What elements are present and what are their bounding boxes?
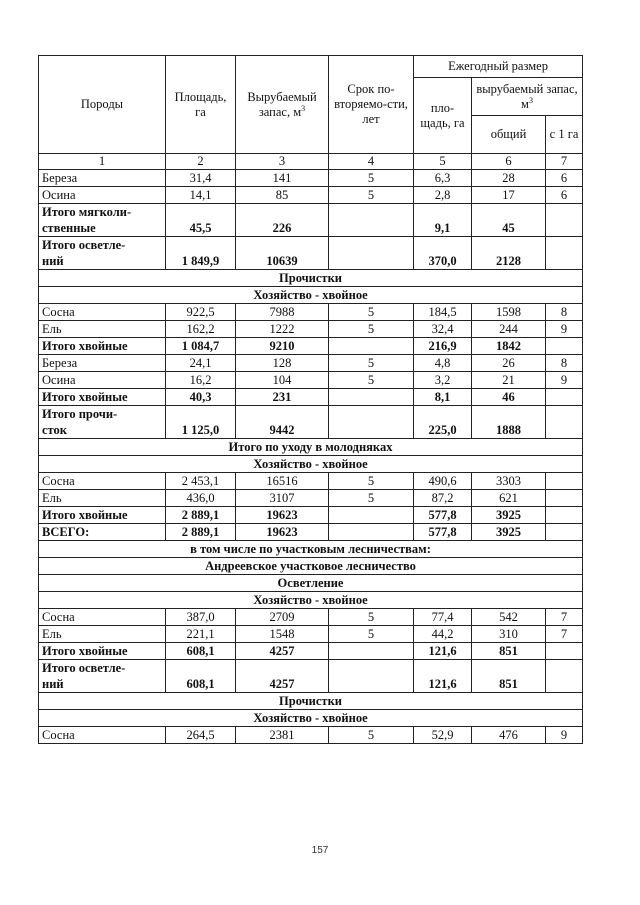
table-cell <box>546 338 583 355</box>
total-label <box>39 406 166 439</box>
header-felled-stock: вырубаемый запас, $м^3$ <box>472 78 583 116</box>
species-cell: Сосна <box>39 727 166 744</box>
table-cell: 5 <box>329 727 414 744</box>
table-cell: 5 <box>329 187 414 204</box>
table-cell: 16,2 <box>166 372 236 389</box>
table-cell <box>329 524 414 541</box>
species-cell: Осина <box>39 372 166 389</box>
table-cell: 3107 <box>236 490 329 507</box>
table-cell: 9210 <box>236 338 329 355</box>
table-cell: 52,9 <box>414 727 472 744</box>
table-cell: 226 <box>236 204 329 237</box>
table-cell: 1842 <box>472 338 546 355</box>
header-annual: Ежегодный размер <box>414 56 583 78</box>
document-page <box>38 55 582 744</box>
table-cell: 5 <box>329 304 414 321</box>
total-label-line: Итого мягколи- <box>42 205 132 219</box>
table-cell: 542 <box>472 609 546 626</box>
table-cell <box>546 524 583 541</box>
table-cell: 4257 <box>236 660 329 693</box>
table-cell: 9 <box>546 372 583 389</box>
table-cell: 19623 <box>236 507 329 524</box>
table-cell: 1548 <box>236 626 329 643</box>
table-cell <box>546 643 583 660</box>
column-number: 6 <box>472 154 546 170</box>
table-cell: 77,4 <box>414 609 472 626</box>
column-number: 5 <box>414 154 472 170</box>
header-annual-area: пло-щадь, га <box>414 78 472 154</box>
table-cell <box>329 406 414 439</box>
total-row <box>39 204 583 237</box>
table-cell: 6 <box>546 170 583 187</box>
table-row <box>39 473 583 490</box>
table-cell: 621 <box>472 490 546 507</box>
table-cell <box>546 237 583 270</box>
header-total: общий <box>472 116 546 154</box>
table-cell: 9,1 <box>414 204 472 237</box>
table-cell <box>546 473 583 490</box>
table-cell: 19623 <box>236 524 329 541</box>
table-cell: 216,9 <box>414 338 472 355</box>
table-cell: 32,4 <box>414 321 472 338</box>
table-header <box>39 56 583 170</box>
table-cell: 5 <box>329 372 414 389</box>
table-cell: 5 <box>329 609 414 626</box>
section-row <box>39 270 583 287</box>
species-cell: Итого хвойные <box>39 389 166 406</box>
table-cell: 4257 <box>236 643 329 660</box>
total-row <box>39 389 583 406</box>
table-cell: 6 <box>546 187 583 204</box>
table-cell: 1 084,7 <box>166 338 236 355</box>
section-title: Прочистки <box>39 270 583 287</box>
table-cell: 4,8 <box>414 355 472 372</box>
table-cell: 104 <box>236 372 329 389</box>
table-cell: 851 <box>472 643 546 660</box>
total-label-line: ний <box>42 677 64 691</box>
table-cell: 162,2 <box>166 321 236 338</box>
page-number: 157 <box>311 845 329 856</box>
table-cell: 1222 <box>236 321 329 338</box>
table-cell: 5 <box>329 626 414 643</box>
total-label-line: Итого прочи- <box>42 407 118 421</box>
table-row <box>39 304 583 321</box>
table-cell: 26 <box>472 355 546 372</box>
section-row <box>39 558 583 575</box>
species-cell: Береза <box>39 170 166 187</box>
table-cell: 244 <box>472 321 546 338</box>
table-cell: 1598 <box>472 304 546 321</box>
cutting-table <box>38 55 583 744</box>
table-cell <box>329 237 414 270</box>
total-row <box>39 643 583 660</box>
table-cell: 31,4 <box>166 170 236 187</box>
section-row <box>39 693 583 710</box>
table-cell: 5 <box>329 490 414 507</box>
total-row <box>39 237 583 270</box>
total-label-line: Итого осветле- <box>42 661 126 675</box>
table-cell: 5 <box>329 170 414 187</box>
species-cell: Осина <box>39 187 166 204</box>
table-cell: 6,3 <box>414 170 472 187</box>
table-cell: 3925 <box>472 507 546 524</box>
table-cell: 1 849,9 <box>166 237 236 270</box>
table-cell: 17 <box>472 187 546 204</box>
section-title: Осветление <box>39 575 583 592</box>
table-cell: 1888 <box>472 406 546 439</box>
total-label-line: сток <box>42 423 67 437</box>
table-cell: 21 <box>472 372 546 389</box>
table-cell: 10639 <box>236 237 329 270</box>
table-cell: 2,8 <box>414 187 472 204</box>
table-cell <box>546 660 583 693</box>
table-cell: 9 <box>546 321 583 338</box>
table-cell: 1 125,0 <box>166 406 236 439</box>
table-row <box>39 490 583 507</box>
table-cell: 608,1 <box>166 660 236 693</box>
table-row <box>39 170 583 187</box>
table-cell: 85 <box>236 187 329 204</box>
table-cell: 5 <box>329 473 414 490</box>
table-cell: 2128 <box>472 237 546 270</box>
table-cell: 128 <box>236 355 329 372</box>
table-cell: 141 <box>236 170 329 187</box>
table-cell <box>329 389 414 406</box>
table-cell: 577,8 <box>414 507 472 524</box>
table-row <box>39 626 583 643</box>
table-row <box>39 355 583 372</box>
table-cell <box>329 660 414 693</box>
table-cell: 608,1 <box>166 643 236 660</box>
table-cell: 436,0 <box>166 490 236 507</box>
table-cell: 184,5 <box>414 304 472 321</box>
table-cell: 2 453,1 <box>166 473 236 490</box>
section-row <box>39 541 583 558</box>
total-row <box>39 507 583 524</box>
table-row <box>39 372 583 389</box>
table-cell: 7 <box>546 626 583 643</box>
table-cell: 2 889,1 <box>166 524 236 541</box>
table-cell: 370,0 <box>414 237 472 270</box>
species-cell: Итого хвойные <box>39 507 166 524</box>
species-cell: Сосна <box>39 304 166 321</box>
table-cell <box>546 389 583 406</box>
table-cell: 7 <box>546 609 583 626</box>
total-label <box>39 237 166 270</box>
species-cell: Итого хвойные <box>39 643 166 660</box>
section-title: в том числе по участковым лесничествам: <box>39 541 583 558</box>
table-cell: 3,2 <box>414 372 472 389</box>
column-number: 4 <box>329 154 414 170</box>
total-label <box>39 660 166 693</box>
total-label-line: ний <box>42 254 64 268</box>
table-cell: 387,0 <box>166 609 236 626</box>
table-cell: 3925 <box>472 524 546 541</box>
total-label-line: Итого осветле- <box>42 238 126 252</box>
column-number: 3 <box>236 154 329 170</box>
total-label-line: ственные <box>42 221 96 235</box>
table-cell: 121,6 <box>414 643 472 660</box>
table-cell: 28 <box>472 170 546 187</box>
table-cell: 225,0 <box>414 406 472 439</box>
section-row <box>39 592 583 609</box>
section-title: Андреевское участковое лесничество <box>39 558 583 575</box>
total-row <box>39 524 583 541</box>
table-cell: 24,1 <box>166 355 236 372</box>
section-row <box>39 287 583 304</box>
table-cell: 3303 <box>472 473 546 490</box>
table-row <box>39 321 583 338</box>
table-cell: 231 <box>236 389 329 406</box>
table-cell: 121,6 <box>414 660 472 693</box>
table-cell: 5 <box>329 321 414 338</box>
table-cell: 87,2 <box>414 490 472 507</box>
table-cell: 16516 <box>236 473 329 490</box>
table-cell <box>546 507 583 524</box>
table-cell <box>546 406 583 439</box>
table-cell: 40,3 <box>166 389 236 406</box>
table-cell: 5 <box>329 355 414 372</box>
species-cell: Ель <box>39 490 166 507</box>
table-cell: 490,6 <box>414 473 472 490</box>
table-cell: 476 <box>472 727 546 744</box>
header-stock: Вырубаемый запас, $м^3$ <box>236 56 329 154</box>
table-cell: 8,1 <box>414 389 472 406</box>
table-cell: 851 <box>472 660 546 693</box>
table-cell: 310 <box>472 626 546 643</box>
section-title: Хозяйство - хвойное <box>39 710 583 727</box>
section-row <box>39 456 583 473</box>
column-number: 1 <box>39 154 166 170</box>
total-row <box>39 660 583 693</box>
header-period: Срок по-вторяемо-сти, лет <box>329 56 414 154</box>
section-row <box>39 439 583 456</box>
table-cell: 2 889,1 <box>166 507 236 524</box>
table-cell: 264,5 <box>166 727 236 744</box>
table-cell: 7988 <box>236 304 329 321</box>
total-row <box>39 338 583 355</box>
table-cell <box>329 338 414 355</box>
table-body <box>39 170 583 744</box>
table-cell: 8 <box>546 355 583 372</box>
table-cell: 44,2 <box>414 626 472 643</box>
column-number: 2 <box>166 154 236 170</box>
table-cell: 2709 <box>236 609 329 626</box>
header-species: Породы <box>39 56 166 154</box>
table-row <box>39 609 583 626</box>
header-per-ha: с 1 га <box>546 116 583 154</box>
table-cell <box>546 490 583 507</box>
table-cell <box>546 204 583 237</box>
table-cell: 9442 <box>236 406 329 439</box>
table-cell: 45,5 <box>166 204 236 237</box>
column-number: 7 <box>546 154 583 170</box>
table-cell <box>329 507 414 524</box>
species-cell: Сосна <box>39 473 166 490</box>
table-row <box>39 187 583 204</box>
table-cell: 577,8 <box>414 524 472 541</box>
species-cell: Ель <box>39 321 166 338</box>
table-cell: 14,1 <box>166 187 236 204</box>
species-cell: Ель <box>39 626 166 643</box>
section-row <box>39 710 583 727</box>
total-row <box>39 406 583 439</box>
section-title: Хозяйство - хвойное <box>39 287 583 304</box>
total-label <box>39 204 166 237</box>
header-area: Площадь, га <box>166 56 236 154</box>
table-cell: 46 <box>472 389 546 406</box>
species-cell: Сосна <box>39 609 166 626</box>
table-cell: 2381 <box>236 727 329 744</box>
section-title: Итого по уходу в молодняках <box>39 439 583 456</box>
section-title: Хозяйство - хвойное <box>39 456 583 473</box>
species-cell: Береза <box>39 355 166 372</box>
species-cell: ВСЕГО: <box>39 524 166 541</box>
table-cell: 8 <box>546 304 583 321</box>
table-row <box>39 727 583 744</box>
table-cell: 9 <box>546 727 583 744</box>
table-cell: 922,5 <box>166 304 236 321</box>
table-cell: 221,1 <box>166 626 236 643</box>
species-cell: Итого хвойные <box>39 338 166 355</box>
section-title: Прочистки <box>39 693 583 710</box>
section-title: Хозяйство - хвойное <box>39 592 583 609</box>
table-cell <box>329 204 414 237</box>
table-cell <box>329 643 414 660</box>
section-row <box>39 575 583 592</box>
table-cell: 45 <box>472 204 546 237</box>
